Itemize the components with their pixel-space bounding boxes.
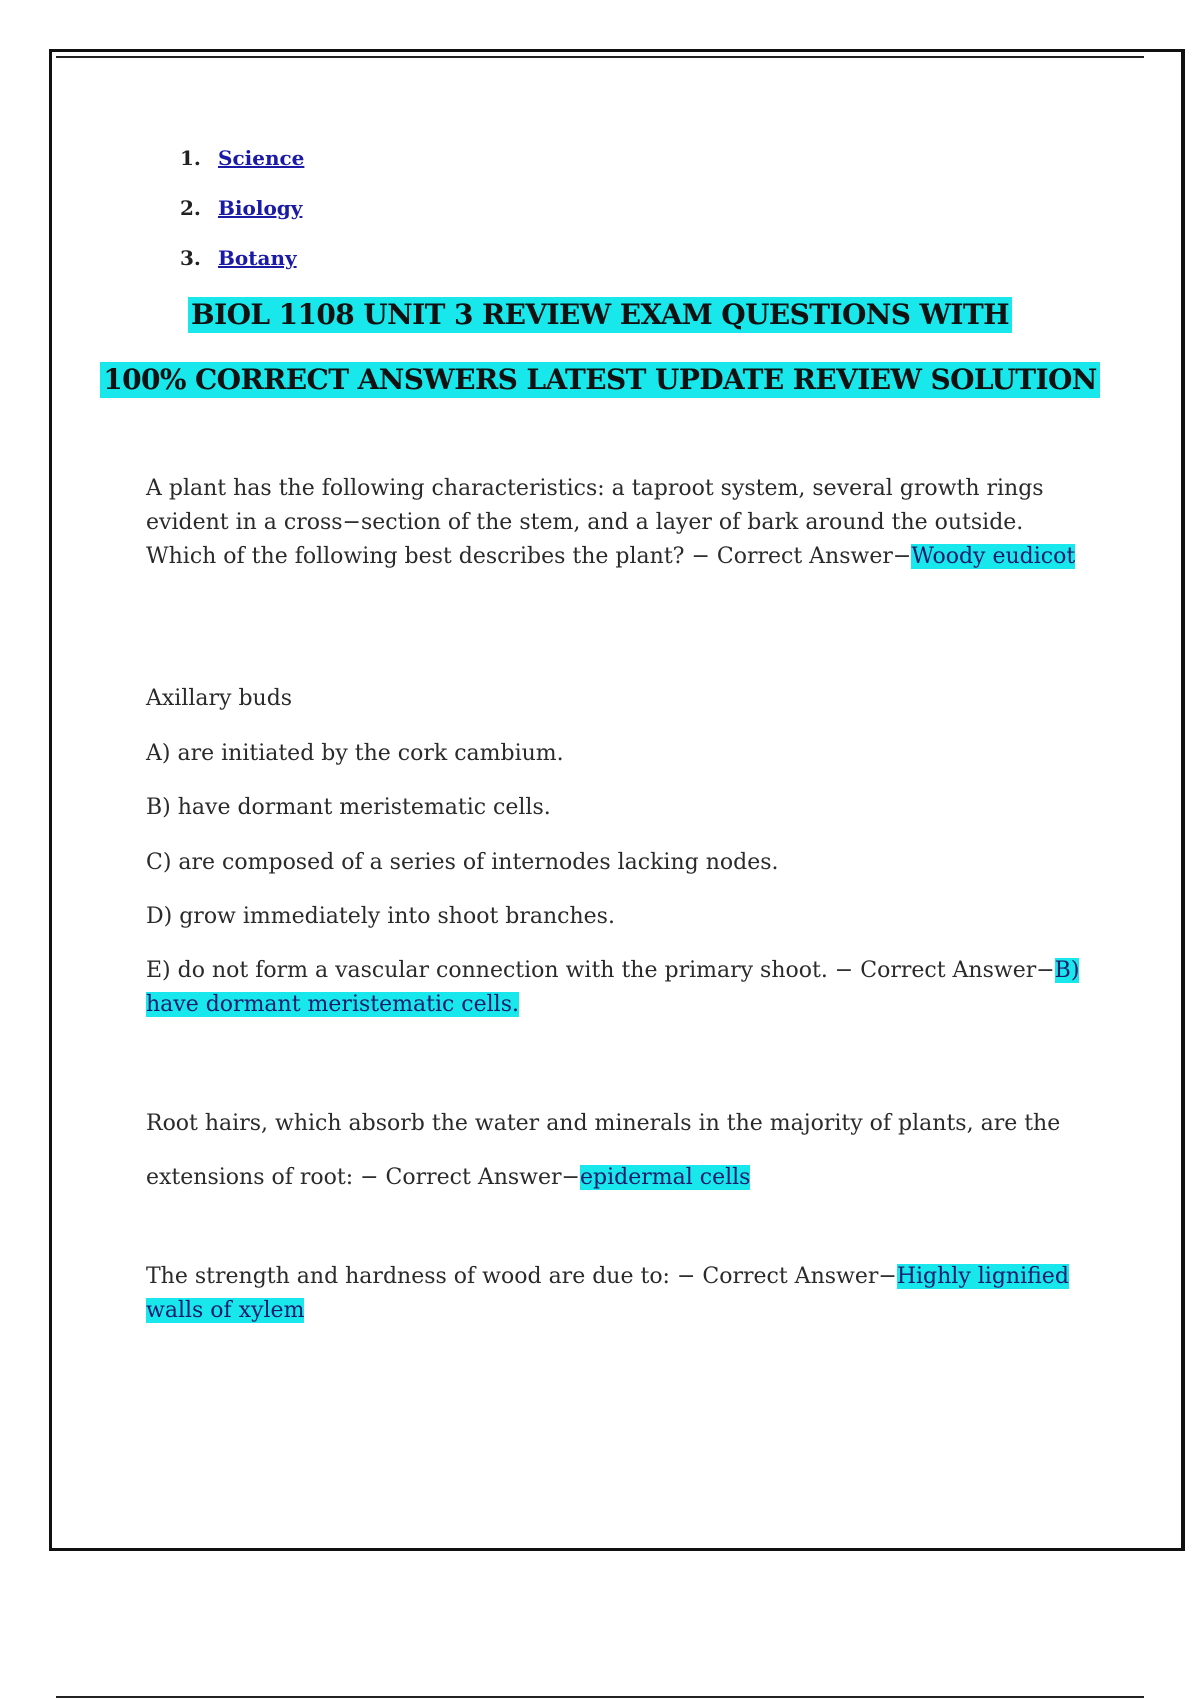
question-4 <box>146 1260 1096 1328</box>
breadcrumb-item-biology <box>180 190 304 240</box>
document-title-line-2 <box>0 362 1200 398</box>
question-2-option-d: D) grow immediately into shoot branches. <box>146 904 615 929</box>
question-2-answer: B) have dormant meristematic cells. <box>146 958 1080 1017</box>
breadcrumb-item-botany <box>180 240 304 290</box>
question-4-answer: Highly lignified walls of xylem <box>146 1264 1069 1323</box>
breadcrumb-link-botany[interactable]: Botany <box>218 246 297 270</box>
question-2-title: Axillary buds <box>146 686 293 711</box>
question-3-text: Root hairs, which absorb the water and minerals in the majority of plants, are the extensions of root: − Correct Answer− <box>146 1111 1061 1190</box>
question-4-text: The strength and hardness of wood are due to: − Correct Answer− <box>146 1264 897 1289</box>
title-text-2: 100% CORRECT ANSWERS LATEST UPDATE REVIEW SOLUTION <box>100 362 1100 398</box>
question-1-answer: Woody eudicot <box>911 544 1076 569</box>
breadcrumb-number: 3. <box>180 246 201 270</box>
breadcrumb <box>180 140 304 290</box>
breadcrumb-link-science[interactable]: Science <box>218 146 305 170</box>
breadcrumb-number: 2. <box>180 196 201 220</box>
question-2-option-e <box>146 954 1096 1022</box>
question-1-text: A plant has the following characteristics: a taproot system, several growth rings evident in a cross−section of the stem, and a layer of bark around the outside. Which of the following best describes the plant? − Correct Answer− <box>146 476 1044 569</box>
question-3 <box>146 1097 1096 1205</box>
title-text-1: BIOL 1108 UNIT 3 REVIEW EXAM QUESTIONS WITH <box>188 297 1012 333</box>
question-2-option-a: A) are initiated by the cork cambium. <box>146 741 564 766</box>
question-1 <box>146 472 1096 574</box>
breadcrumb-number: 1. <box>180 146 201 170</box>
breadcrumb-item-science <box>180 140 304 190</box>
question-3-answer: epidermal cells <box>579 1165 751 1190</box>
bottom-rule <box>56 1696 1144 1698</box>
breadcrumb-link-biology[interactable]: Biology <box>218 196 303 220</box>
document-title-line-1 <box>0 297 1200 333</box>
question-2-option-e-text: E) do not form a vascular connection with the primary shoot. − Correct Answer− <box>146 958 1055 983</box>
question-2-option-b: B) have dormant meristematic cells. <box>146 795 551 820</box>
question-2-option-c: C) are composed of a series of internodes lacking nodes. <box>146 850 779 875</box>
